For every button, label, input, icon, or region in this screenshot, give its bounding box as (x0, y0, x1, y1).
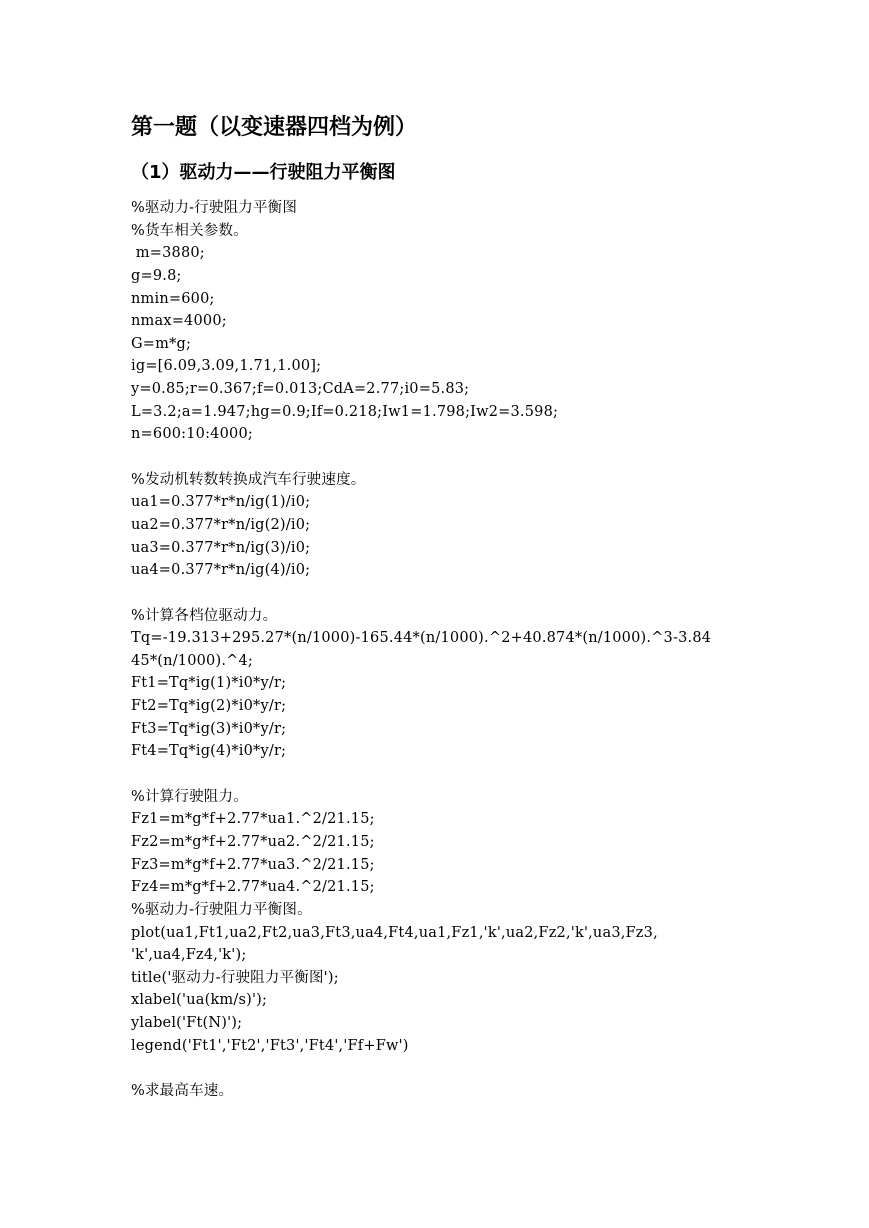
code-line: Tq=-19.313+295.27*(n/1000)-165.44*(n/1000).^2+40.874*(n/1000).^3-3.84 (131, 630, 712, 647)
code-line: legend('Ft1','Ft2','Ft3','Ft4','Ff+Fw') (131, 1037, 409, 1054)
code-line: %计算各档位驱动力。 (131, 607, 278, 624)
code-line: g=9.8; (131, 267, 182, 284)
code-line: %发动机转数转换成汽车行驶速度。 (131, 471, 366, 488)
code-line: Ft1=Tq*ig(1)*i0*y/r; (131, 675, 287, 692)
code-line (131, 1057, 751, 1080)
code-line: L=3.2;a=1.947;hg=0.9;If=0.218;Iw1=1.798;Iw2=3.598; (131, 403, 559, 420)
code-line: m=3880; (131, 245, 205, 262)
code-line: n=600:10:4000; (131, 426, 253, 443)
code-line: %计算行驶阻力。 (131, 788, 248, 805)
code-line: %驱动力-行驶阻力平衡图 (131, 200, 298, 216)
code-line: ua1=0.377*r*n/ig(1)/i0; (131, 494, 311, 511)
code-line: Ft4=Tq*ig(4)*i0*y/r; (131, 743, 287, 760)
section-title: 第一题（以变速器四档为例） (131, 115, 418, 140)
code-line: ua3=0.377*r*n/ig(3)/i0; (131, 539, 311, 556)
code-line: Ft2=Tq*ig(2)*i0*y/r; (131, 698, 287, 715)
code-line: xlabel('ua(km/s)'); (131, 992, 268, 1009)
code-line: ua2=0.377*r*n/ig(2)/i0; (131, 516, 311, 533)
code-line: %驱动力-行驶阻力平衡图。 (131, 901, 312, 918)
code-line: 45*(n/1000).^4; (131, 652, 254, 669)
code-line: ig=[6.09,3.09,1.71,1.00]; (131, 358, 322, 375)
code-line: Fz1=m*g*f+2.77*ua1.^2/21.15; (131, 811, 375, 828)
code-line: %货车相关参数。 (131, 222, 248, 239)
code-line: ylabel('Ft(N)'); (131, 1015, 243, 1032)
code-line (131, 582, 751, 605)
code-listing (131, 197, 751, 1103)
code-line: nmin=600; (131, 290, 215, 307)
section-subtitle: （1）驱动力——行驶阻力平衡图 (131, 162, 396, 183)
code-line: plot(ua1,Ft1,ua2,Ft2,ua3,Ft3,ua4,Ft4,ua1,Fz1,'k',ua2,Fz2,'k',ua3,Fz3, (131, 924, 658, 941)
code-line: Fz3=m*g*f+2.77*ua3.^2/21.15; (131, 856, 375, 873)
code-line: nmax=4000; (131, 313, 227, 330)
code-line: Fz4=m*g*f+2.77*ua4.^2/21.15; (131, 879, 375, 896)
code-line: G=m*g; (131, 335, 192, 352)
code-line: 'k',ua4,Fz4,'k'); (131, 947, 247, 964)
code-line: ua4=0.377*r*n/ig(4)/i0; (131, 562, 311, 579)
code-line: Ft3=Tq*ig(3)*i0*y/r; (131, 720, 287, 737)
code-line: y=0.85;r=0.367;f=0.013;CdA=2.77;i0=5.83; (131, 381, 470, 398)
code-line: Fz2=m*g*f+2.77*ua2.^2/21.15; (131, 833, 375, 850)
code-line (131, 446, 751, 469)
code-line: title('驱动力-行驶阻力平衡图'); (131, 969, 339, 986)
code-line: %求最高车速。 (131, 1082, 234, 1099)
code-line (131, 763, 751, 786)
